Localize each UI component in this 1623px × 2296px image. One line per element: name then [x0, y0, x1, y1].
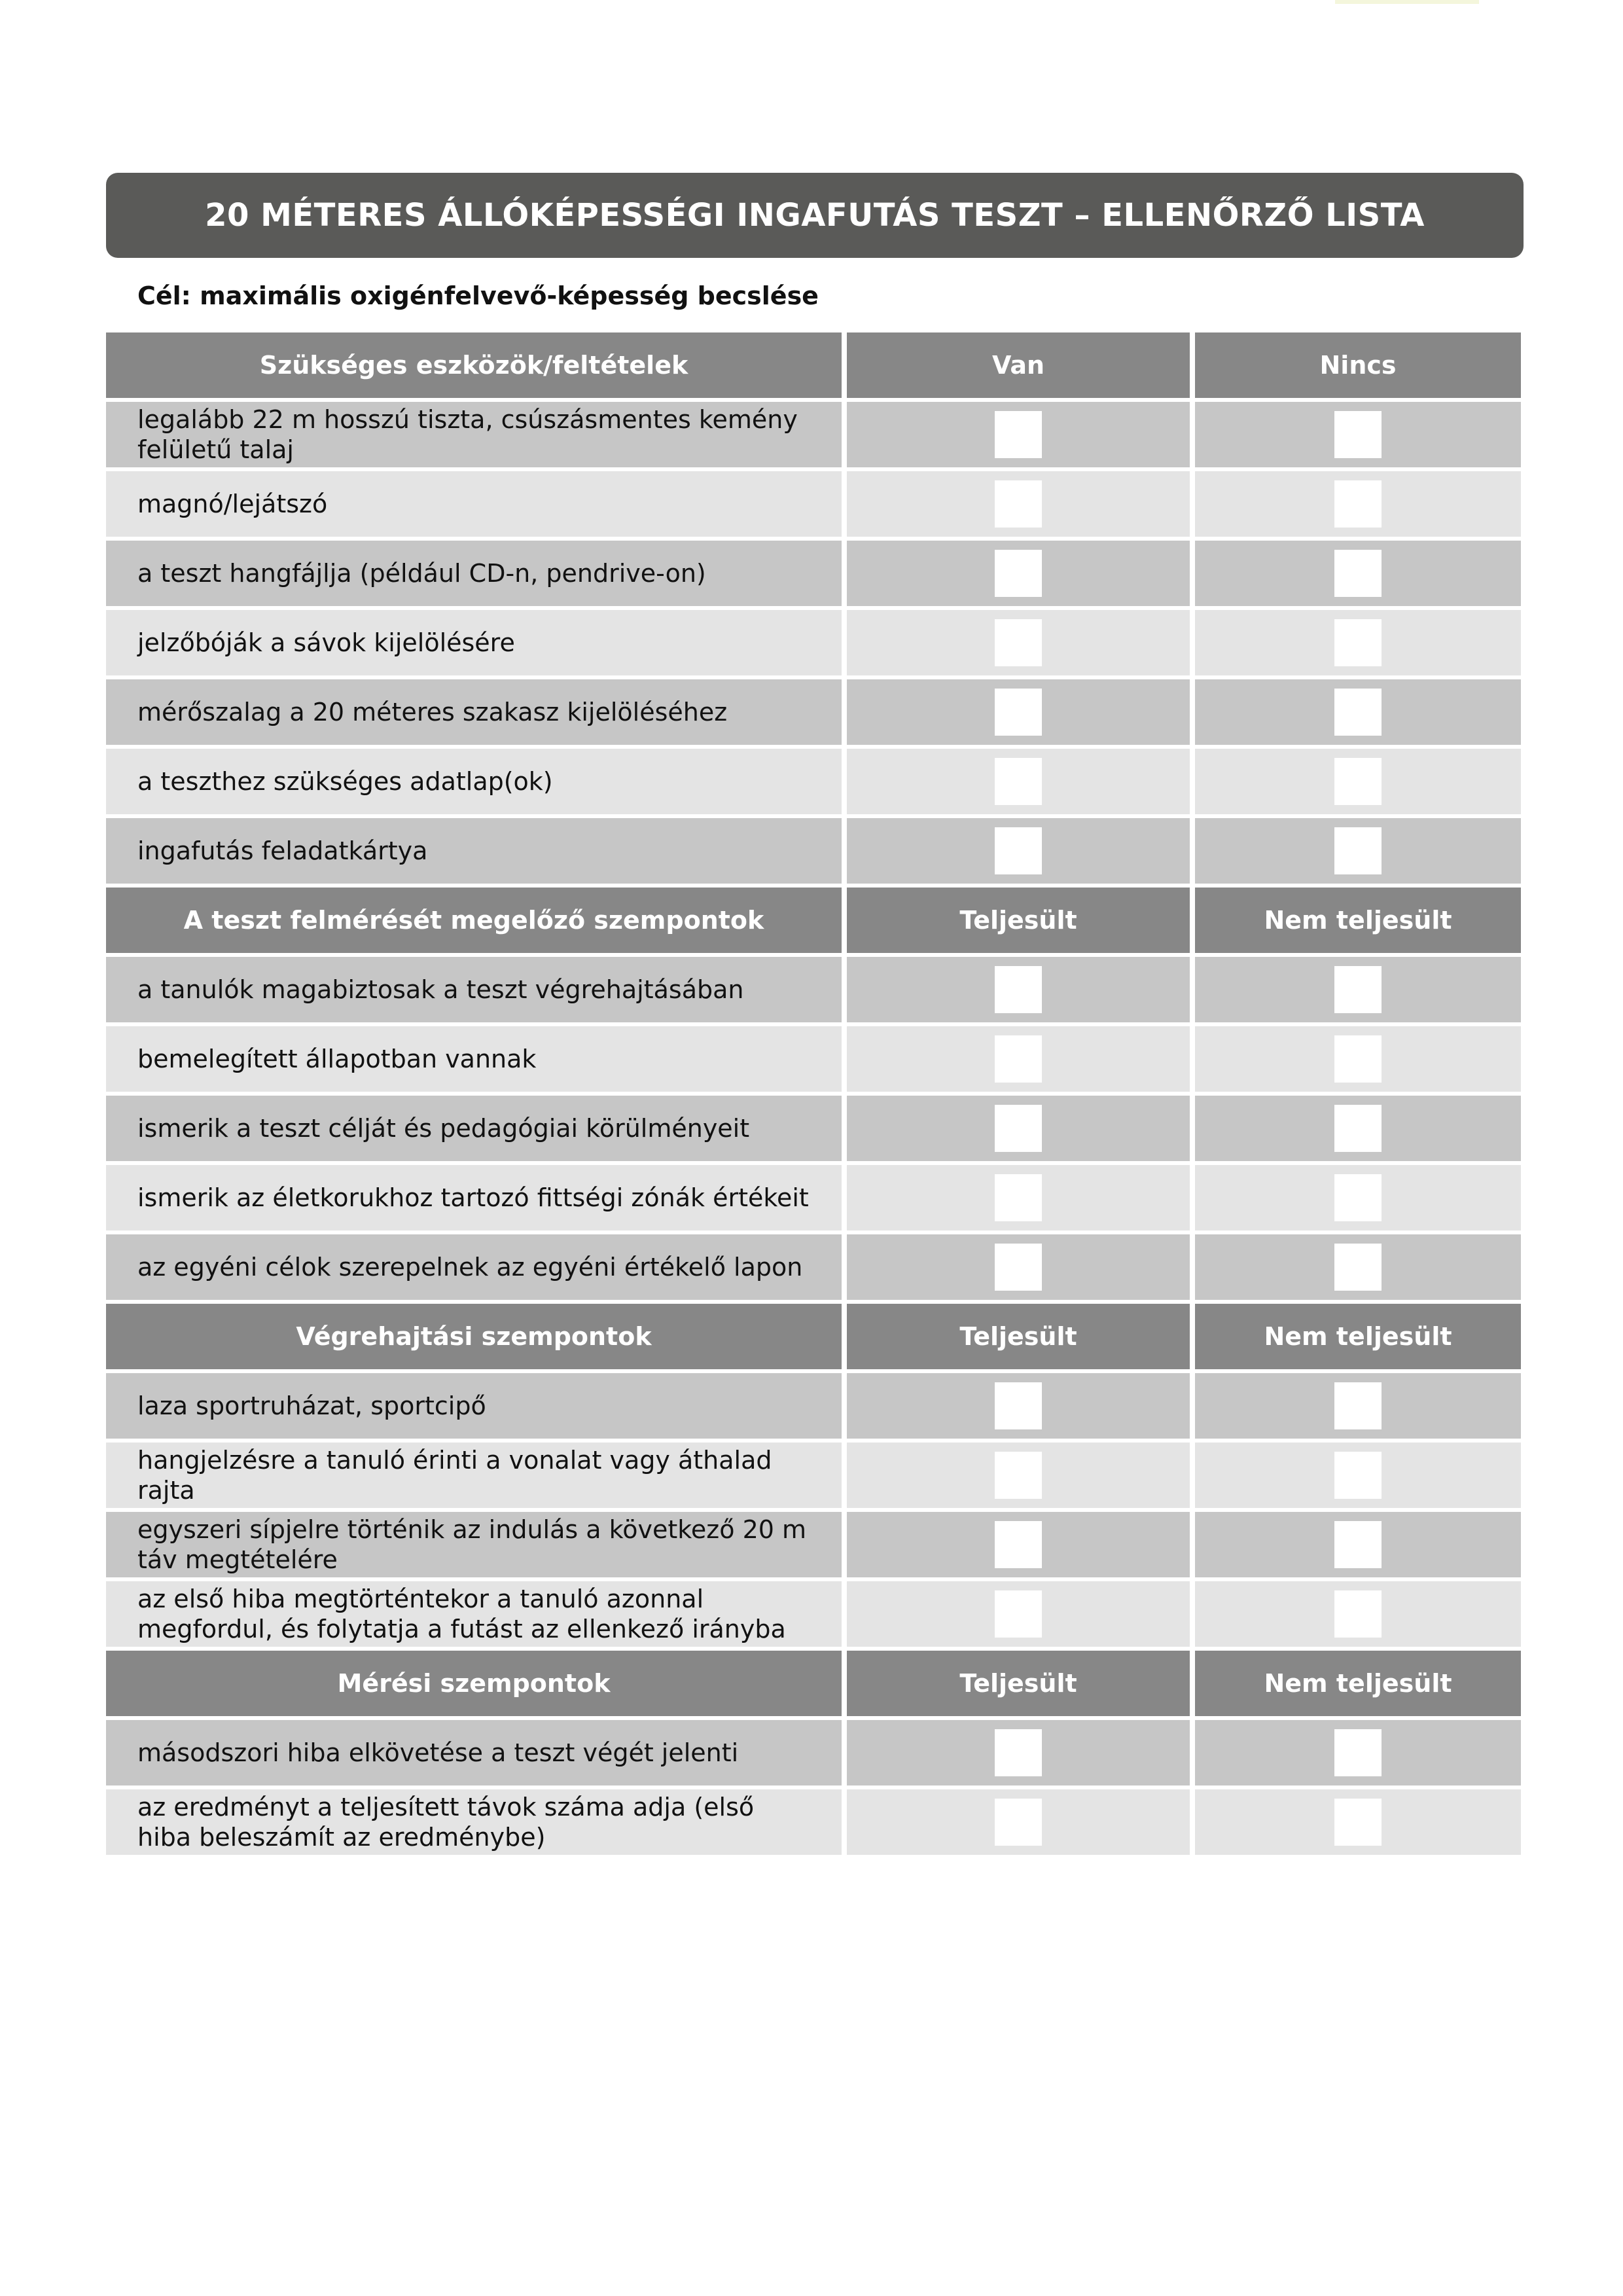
column-header-nem-teljesult: Nem teljesült [1195, 1304, 1521, 1369]
checkbox-van[interactable] [995, 758, 1042, 805]
item-label: az első hiba megtörténtekor a tanuló azonnal megfordul, és folytatja a futást az ellenkező irányba [106, 1581, 842, 1647]
goal-text: Cél: maximális oxigénfelvevő-képesség becslése [137, 281, 819, 310]
checkbox-van[interactable] [995, 619, 1042, 666]
item-label: magnó/lejátszó [106, 471, 842, 537]
section-header-label: Mérési szempontok [106, 1651, 842, 1716]
checkbox-teljesult[interactable] [995, 1590, 1042, 1638]
page-title: 20 MÉTERES ÁLLÓKÉPESSÉGI INGAFUTÁS TESZT – ELLENŐRZŐ LISTA [106, 173, 1524, 258]
item-label: laza sportruházat, sportcipő [106, 1373, 842, 1439]
section-header-measurement [106, 1651, 1526, 1716]
item-label: az egyéni célok szerepelnek az egyéni értékelő lapon [106, 1234, 842, 1300]
item-label: ismerik az életkorukhoz tartozó fittségi zónák értékeit [106, 1165, 842, 1230]
list-item [106, 1581, 1526, 1647]
list-item [106, 818, 1526, 884]
checkbox-teljesult[interactable] [995, 1799, 1042, 1846]
checkbox-teljesult[interactable] [995, 1105, 1042, 1152]
item-label: másodszori hiba elkövetése a teszt végét jelenti [106, 1720, 842, 1785]
list-item [106, 402, 1526, 467]
list-item [106, 957, 1526, 1022]
section-header-preparation [106, 888, 1526, 953]
item-label: egyszeri sípjelre történik az indulás a következő 20 m táv megtételére [106, 1512, 842, 1577]
list-item [106, 1443, 1526, 1508]
list-item [106, 1373, 1526, 1439]
checkbox-teljesult[interactable] [995, 1382, 1042, 1429]
checkbox-teljesult[interactable] [995, 1244, 1042, 1291]
list-item [106, 1026, 1526, 1092]
list-item [106, 1096, 1526, 1161]
checkbox-van[interactable] [995, 689, 1042, 736]
checkbox-nincs[interactable] [1334, 689, 1382, 736]
corner-decoration [1335, 0, 1479, 4]
checkbox-teljesult[interactable] [995, 1452, 1042, 1499]
checkbox-van[interactable] [995, 827, 1042, 874]
item-label: ismerik a teszt célját és pedagógiai körülményeit [106, 1096, 842, 1161]
column-header-van: Van [847, 332, 1190, 398]
section-header-label: Végrehajtási szempontok [106, 1304, 842, 1369]
item-label: az eredményt a teljesített távok száma adja (első hiba beleszámít az eredménybe) [106, 1789, 842, 1855]
checkbox-teljesult[interactable] [995, 966, 1042, 1013]
checkbox-nem-teljesult[interactable] [1334, 1035, 1382, 1083]
checkbox-nem-teljesult[interactable] [1334, 1382, 1382, 1429]
item-label: mérőszalag a 20 méteres szakasz kijelöléséhez [106, 679, 842, 745]
checkbox-nincs[interactable] [1334, 411, 1382, 458]
item-label: a tanulók magabiztosak a teszt végrehajtásában [106, 957, 842, 1022]
list-item [106, 749, 1526, 814]
item-label: legalább 22 m hosszú tiszta, csúszásmentes kemény felületű talaj [106, 402, 842, 467]
list-item [106, 679, 1526, 745]
list-item [106, 1789, 1526, 1855]
list-item [106, 541, 1526, 606]
checkbox-van[interactable] [995, 411, 1042, 458]
checkbox-nem-teljesult[interactable] [1334, 1174, 1382, 1221]
list-item [106, 1165, 1526, 1230]
column-header-nem-teljesult: Nem teljesült [1195, 888, 1521, 953]
checkbox-teljesult[interactable] [995, 1729, 1042, 1776]
checkbox-nincs[interactable] [1334, 480, 1382, 528]
column-header-teljesult: Teljesült [847, 888, 1190, 953]
section-header-label: Szükséges eszközök/feltételek [106, 332, 842, 398]
section-header-execution [106, 1304, 1526, 1369]
item-label: bemelegített állapotban vannak [106, 1026, 842, 1092]
column-header-teljesult: Teljesült [847, 1651, 1190, 1716]
section-header-equipment [106, 332, 1526, 398]
checkbox-nincs[interactable] [1334, 619, 1382, 666]
section-header-label: A teszt felmérését megelőző szempontok [106, 888, 842, 953]
list-item [106, 1512, 1526, 1577]
checkbox-nem-teljesult[interactable] [1334, 1452, 1382, 1499]
checkbox-nem-teljesult[interactable] [1334, 1729, 1382, 1776]
column-header-teljesult: Teljesült [847, 1304, 1190, 1369]
checkbox-teljesult[interactable] [995, 1174, 1042, 1221]
checkbox-teljesult[interactable] [995, 1521, 1042, 1568]
checkbox-nem-teljesult[interactable] [1334, 1244, 1382, 1291]
checkbox-nem-teljesult[interactable] [1334, 1799, 1382, 1846]
checkbox-nincs[interactable] [1334, 550, 1382, 597]
item-label: a teszthez szükséges adatlap(ok) [106, 749, 842, 814]
checkbox-nincs[interactable] [1334, 827, 1382, 874]
item-label: ingafutás feladatkártya [106, 818, 842, 884]
checkbox-teljesult[interactable] [995, 1035, 1042, 1083]
item-label: jelzőbóják a sávok kijelölésére [106, 610, 842, 675]
list-item [106, 471, 1526, 537]
checklist-table [106, 332, 1526, 1859]
checkbox-van[interactable] [995, 480, 1042, 528]
list-item [106, 1234, 1526, 1300]
checkbox-van[interactable] [995, 550, 1042, 597]
item-label: hangjelzésre a tanuló érinti a vonalat vagy áthalad rajta [106, 1443, 842, 1508]
item-label: a teszt hangfájlja (például CD-n, pendrive-on) [106, 541, 842, 606]
column-header-nem-teljesult: Nem teljesült [1195, 1651, 1521, 1716]
list-item [106, 610, 1526, 675]
checkbox-nem-teljesult[interactable] [1334, 966, 1382, 1013]
list-item [106, 1720, 1526, 1785]
checkbox-nem-teljesult[interactable] [1334, 1521, 1382, 1568]
checkbox-nem-teljesult[interactable] [1334, 1105, 1382, 1152]
column-header-nincs: Nincs [1195, 332, 1521, 398]
checkbox-nincs[interactable] [1334, 758, 1382, 805]
checkbox-nem-teljesult[interactable] [1334, 1590, 1382, 1638]
